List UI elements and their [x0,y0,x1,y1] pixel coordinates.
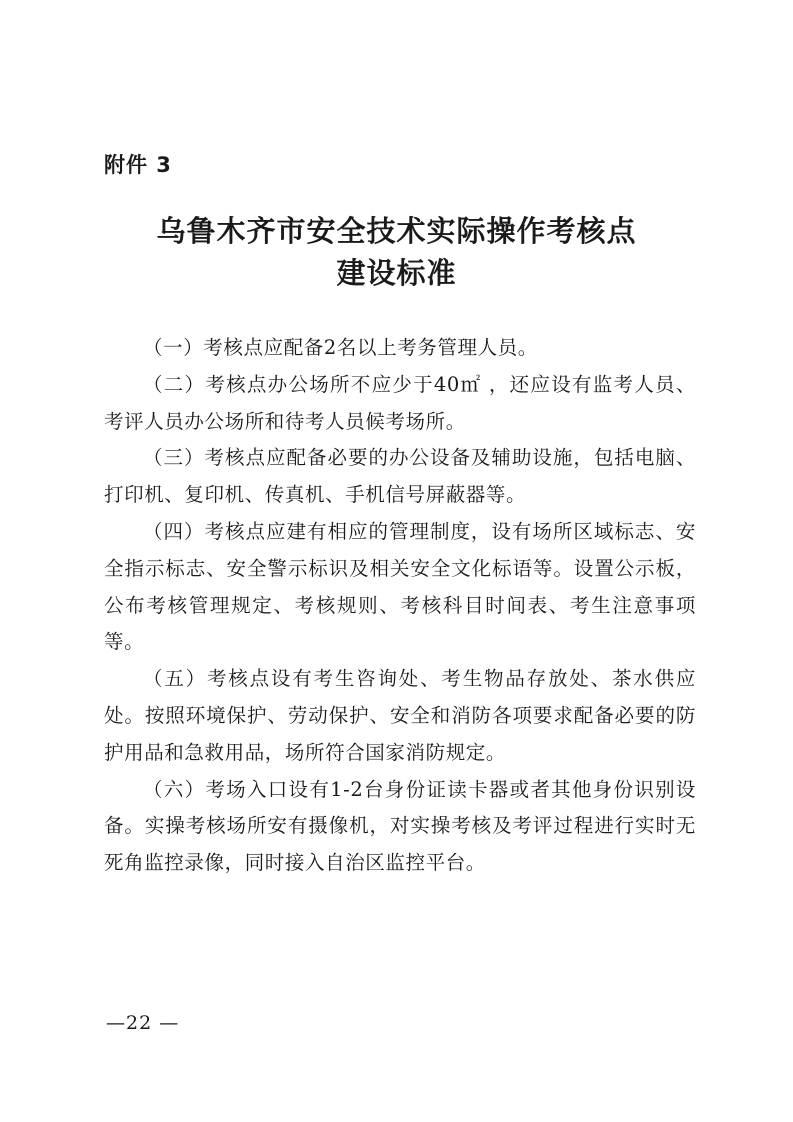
paragraph-5: （五）考核点设有考生咨询处、考生物品存放处、茶水供应处。按照环境保护、劳动保护、安全和消防各项要求配备必要的防护用品和急救用品，场所符合国家消防规定。 [104,667,696,764]
attachment-label: 附件 3 [104,153,172,177]
paragraph-2: （二）考核点办公场所不应少于40㎡ ，还应设有监考人员、 考评人员办公场所和待考人员候考场所。 [104,372,696,433]
document-body [104,330,696,882]
paragraph-1: （一）考核点应配备2名以上考务管理人员。 [143,336,538,359]
page-number: —22 — [106,1012,180,1034]
paragraph-4: （四）考核点应建有相应的管理制度，设有场所区域标志、安全指示标志、安全警示标识及相关安全文化标语等。设置公示板，公布考核管理规定、考核规则、考核科目时间表、考生注意事项等。 [104,519,696,654]
title-line-2: 建设标准 [336,256,457,290]
document-title [0,210,793,294]
paragraph-6: （六）考场入口设有1-2台身份证读卡器或者其他身份识别设备。实操考核场所安有摄像机，对实操考核及考评过程进行实时无死角监控录像，同时接入自治区监控平台。 [104,777,696,875]
paragraph-3: （三）考核点应配备必要的办公设备及辅助设施，包括电脑、打印机、复印机、传真机、手机信号屏蔽器等。 [104,446,696,507]
title-line-1: 乌鲁木齐市安全技术实际操作考核点 [156,214,637,248]
